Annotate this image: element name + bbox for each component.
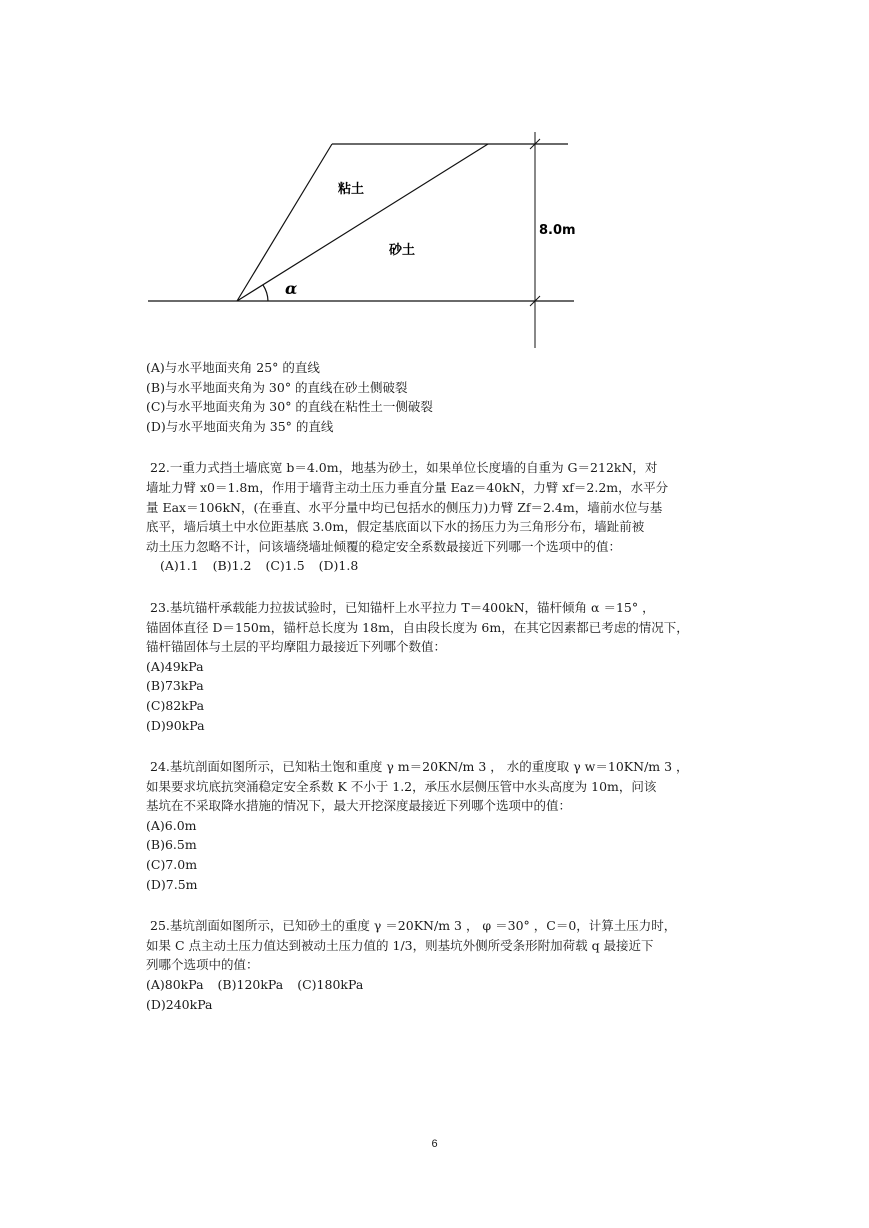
question-22 — [146, 458, 746, 576]
q24-line-1: 24.基坑剖面如图所示，已知粘土饱和重度 γ m＝20KN/m 3 ， 水的重度取 γ w＝10KN/m 3 ， — [150, 759, 689, 775]
q23-line-3: 锚杆锚固体与土层的平均摩阻力最接近下列哪个数值： — [146, 639, 447, 655]
q21-options — [146, 358, 746, 436]
q22-option-c: (C)1.5 — [265, 558, 305, 574]
q21-option-b: (B)与水平地面夹角为 30° 的直线在砂土侧破裂 — [146, 379, 408, 395]
q21-option-c: (C)与水平地面夹角为 30° 的直线在粘性土一侧破裂 — [146, 399, 433, 415]
q24-line-3: 基坑在不采取降水措施的情况下，最大开挖深度最接近下列哪个选项中的值： — [146, 798, 572, 814]
q24-line-2: 如果要求坑底抗突涌稳定安全系数 K 不小于 1.2，承压水层侧压管中水头高度为 10m，问该 — [146, 778, 657, 794]
q23-line-1: 23.基坑锚杆承载能力拉拔试验时，已知锚杆上水平拉力 T＝400kN，锚杆倾角 α ＝15° ， — [150, 599, 655, 615]
q23-option-a: (A)49kPa — [146, 658, 204, 674]
q24-option-c: (C)7.0m — [146, 857, 198, 873]
question-24 — [146, 757, 746, 894]
q22-line-3: 量 Eax＝106kN，(在垂直、水平分量中均已包括水的侧压力)力臂 Zf＝2.4m，墙前水位与基 — [146, 499, 663, 515]
q22-option-a: (A)1.1 — [160, 558, 199, 574]
q22-line-4: 底平，墙后填土中水位距基底 3.0m，假定基底面以下水的扬压力为三角形分布，墙趾前被 — [146, 519, 645, 535]
angle-label: α — [285, 279, 298, 298]
q22-line-1: 22.一重力式挡土墙底宽 b＝4.0m，地基为砂土，如果单位长度墙的自重为 G＝212kN，对 — [150, 460, 658, 476]
q25-option-c: (C)180kPa — [297, 977, 364, 993]
q25-line-2: 如果 C 点主动土压力值达到被动土压力值的 1/3，则基坑外侧所受条形附加荷载 q 最接近下 — [146, 937, 654, 953]
clay-label: 粘土 — [338, 182, 365, 197]
q23-option-b: (B)73kPa — [146, 678, 204, 694]
q22-line-2: 墙址力臂 x0＝1.8m，作用于墙背主动土压力垂直分量 Eaz＝40kN，力臂 xf＝2.2m，水平分 — [146, 479, 669, 495]
interface-line — [237, 144, 488, 301]
q24-option-d: (D)7.5m — [146, 876, 198, 892]
angle-arc — [263, 285, 268, 301]
q24-option-b: (B)6.5m — [146, 837, 197, 853]
q23-option-d: (D)90kPa — [146, 717, 205, 733]
slope-diagram-svg — [140, 130, 600, 355]
q22-option-b: (B)1.2 — [212, 558, 252, 574]
q21-option-d: (D)与水平地面夹角为 35° 的直线 — [146, 418, 334, 434]
question-25 — [146, 916, 746, 1014]
q21-option-a: (A)与水平地面夹角 25° 的直线 — [146, 360, 320, 375]
question-23 — [146, 598, 746, 735]
q23-option-c: (C)82kPa — [146, 697, 205, 713]
q25-options-row — [146, 975, 746, 995]
q25-option-a: (A)80kPa — [146, 977, 204, 993]
q22-options — [146, 556, 746, 576]
slope-diagram — [140, 130, 600, 355]
q22-option-d: (D)1.8 — [318, 558, 359, 574]
height-label: 8.0m — [539, 223, 576, 238]
q24-option-a: (A)6.0m — [146, 817, 197, 833]
q25-line-3: 列哪个选项中的值： — [146, 957, 259, 973]
slope-face-line — [237, 144, 332, 301]
q25-line-1: 25.基坑剖面如图所示，已知砂土的重度 γ ＝20KN/m 3 ， φ ＝30° ，C＝0，计算土压力时， — [150, 918, 677, 934]
q23-line-2: 锚固体直径 D＝150m，锚杆总长度为 18m，自由段长度为 6m，在其它因素都已考虑的情况下， — [146, 619, 689, 635]
page-number: 6 — [431, 1138, 438, 1150]
q25-option-d: (D)240kPa — [146, 996, 213, 1012]
q22-line-5: 动土压力忽略不计，问该墙绕墙址倾覆的稳定安全系数最接近下列哪一个选项中的值： — [146, 538, 622, 554]
question-content — [146, 358, 746, 1014]
q25-option-b: (B)120kPa — [217, 977, 284, 993]
sand-label: 砂土 — [389, 243, 416, 258]
